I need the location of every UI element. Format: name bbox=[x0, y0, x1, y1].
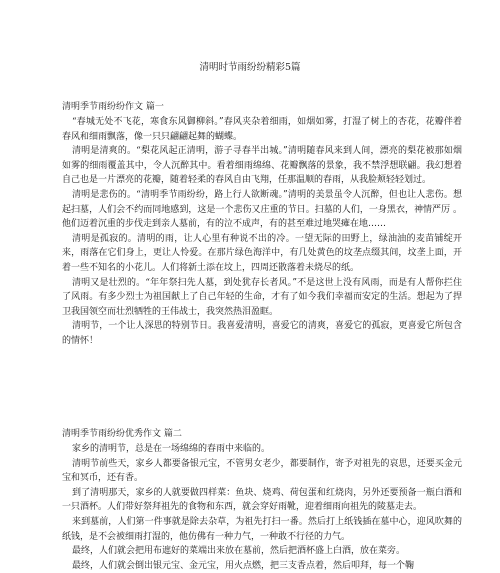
paragraph: 清明节，一个让人深思的特别节日。我喜爱清明，喜爱它的清爽，喜爱它的孤寂，更喜爱它所包含的情怀！ bbox=[62, 321, 462, 346]
paragraph: “春城无处不飞花，寒食东风御柳斜。”春风夹杂着细雨，如烟如雾，打湿了树上的杏花，花瓣伴着春风和细雨飘落，像一只只翩翩起舞的蝴蝶。 bbox=[62, 117, 462, 142]
paragraph: 清明是悲伤的。“清明季节雨纷纷，路上行人欲断魂。”清明的美景虽令人沉醉，但也让人悲伤。想起扫墓，人们会不约而同地感到，这是一个悲伤又庄重的节日。扫墓的人们，一身黑衣，神情严厉 。他们迈着沉重的步伐走到亲人墓前，有的泣不成声，有的甚至难过地哭瘫在地…… bbox=[62, 189, 462, 230]
paragraph: 到了清明那天，家乡的人就要做四样菜：鱼块、烧鸡、荷包蛋和红烧肉，另外还要预备一瓶白酒和一只酒杯。人们带好祭拜祖先的食物和东西，就会穿好雨靴，迎着细雨向祖先的陵墓走去。 bbox=[62, 487, 462, 513]
paragraph: 清明是孤寂的。清明的雨，让人心里有种说不出的冷。一望无际的田野上，绿油油的麦苗铺绽开来，雨落在它们身上，更让人怜爱。在那片绿色海洋中，有几处黄色的坟垄点缀其间，坟垄上面，开着一些不知名的小花儿。人们将新土添在坟上，四周还散落着未烧尽的纸。 bbox=[62, 233, 462, 273]
paragraph: 最终，人们就会把用布遮好的菜端出来放在墓前，然后把酒杯盛上白酒，放在菜旁。 bbox=[72, 546, 406, 557]
essay-section-1 bbox=[62, 100, 462, 349]
paragraph: 最终，人们就会倒出银元宝、金元宝，用火点燃，把三支香点着，然后叩拜，每一个鞠 bbox=[72, 560, 415, 571]
paragraph: 清明节前些天，家乡人都要备银元宝，不管男女老少，都要制作，寄予对祖先的哀思，还要买金元宝和冥币，还有香。 bbox=[62, 458, 462, 484]
section-heading: 清明季节雨纷纷作文 篇一 bbox=[62, 102, 164, 112]
page-title: 清明时节雨纷纷精彩5篇 bbox=[199, 62, 301, 73]
paragraph: 清明又是壮烈的。“年年祭扫先人墓，到处犹存长者风。”不是这世上没有风雨，而是有人帮你拦住了风雨。有多少烈士为祖国献上了自己年轻的生命，才有了如今我们幸福而安定的生活。想起为了捍卫我国领空而壮烈牺牲的王伟战士，我突然热泪盈眶。 bbox=[62, 277, 462, 317]
paragraph: 家乡的清明节，总是在一场绵绵的春雨中来临的。 bbox=[72, 444, 271, 454]
paragraph: 来到墓前，人们第一件事就是除去杂草，为祖先打扫一番。然后打上纸钱插在墓中心，迎风吹舞的纸钱，是不会被细雨打湿的，他仿佛有一种力气，一种敢不行径的力气。 bbox=[62, 516, 462, 542]
section-heading: 清明季节雨纷纷优秀作文 篇二 bbox=[62, 429, 182, 439]
paragraph: 清明是清爽的。“梨花风起正清明，游子寻春半出城。”清明随春风来到人间，漂亮的梨花被那如烟如雾的细雨覆盖其中，令人沉醉其中。看着细雨绵绵、花瓣飘落的景象，我不禁浮想联翩。我幻想着自己也是一片漂亮的花瓣，随着轻柔的春风自由飞翔，任那温顺的春雨，从我脸颊轻轻划过。 bbox=[62, 146, 462, 186]
essay-section-2 bbox=[62, 427, 462, 573]
